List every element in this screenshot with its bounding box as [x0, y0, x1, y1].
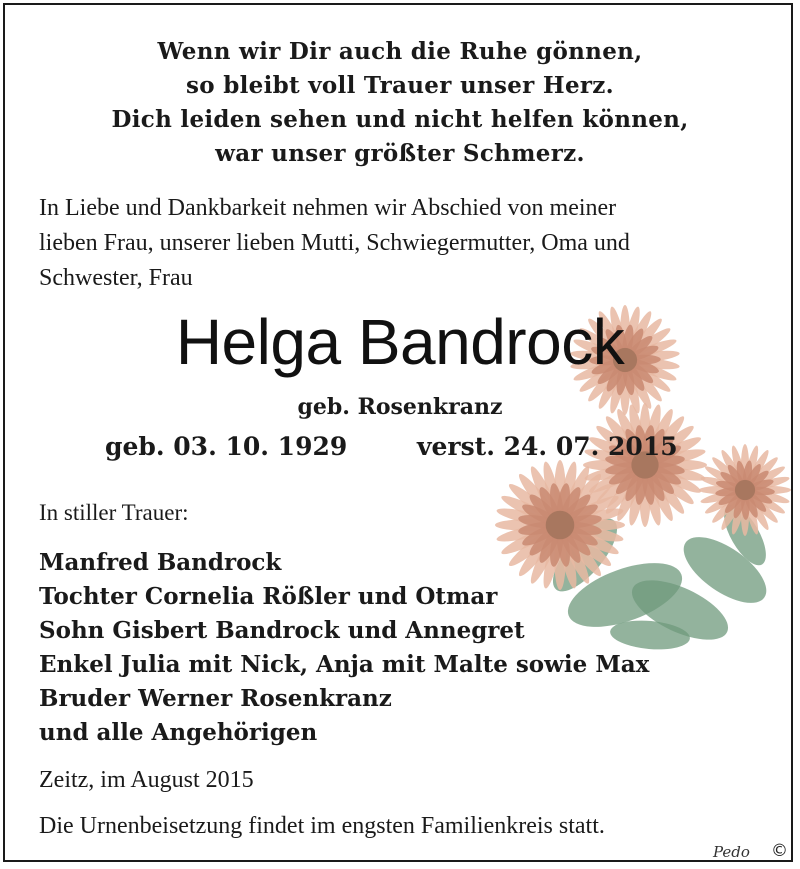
birth-date: geb. 03. 10. 1929 [105, 432, 348, 461]
mourner-entry: Bruder Werner Rosenkranz [39, 685, 392, 712]
death-date: verst. 24. 07. 2015 [417, 432, 678, 461]
poem-line: Wenn wir Dir auch die Ruhe gönnen, [157, 38, 643, 65]
poem [5, 35, 795, 171]
mourner-entry: Enkel Julia mit Nick, Anja mit Malte sowie Max [39, 651, 650, 678]
deceased-name: Helga Bandrock [175, 306, 625, 378]
chrysanthemum-bloom [699, 444, 791, 536]
mourners-list [39, 546, 739, 750]
burial-note: Die Urnenbeisetzung findet im engsten Familienkreis statt. [39, 813, 605, 839]
intro-text [39, 191, 779, 296]
mourner-entry: Sohn Gisbert Bandrock und Annegret [39, 617, 525, 644]
designer-signature: Pedo [713, 843, 750, 861]
mourner-entry: Manfred Bandrock [39, 549, 282, 576]
intro-line: Schwester, Frau [39, 265, 193, 291]
mourning-intro: In stiller Trauer: [39, 500, 189, 525]
copyright-icon: © [771, 841, 788, 861]
intro-line: lieben Frau, unserer lieben Mutti, Schwiegermutter, Oma und [39, 230, 630, 256]
poem-line: Dich leiden sehen und nicht helfen können, [111, 106, 689, 133]
mourner-entry: Tochter Cornelia Rößler und Otmar [39, 583, 498, 610]
poem-line: war unser größter Schmerz. [215, 140, 585, 167]
mourner-entry: und alle Angehörigen [39, 719, 318, 746]
poem-line: so bleibt voll Trauer unser Herz. [186, 72, 614, 99]
intro-line: In Liebe und Dankbarkeit nehmen wir Abschied von meiner [39, 195, 617, 221]
place-date: Zeitz, im August 2015 [39, 767, 254, 793]
maiden-name: geb. Rosenkranz [297, 394, 503, 420]
obituary-frame [3, 3, 793, 862]
